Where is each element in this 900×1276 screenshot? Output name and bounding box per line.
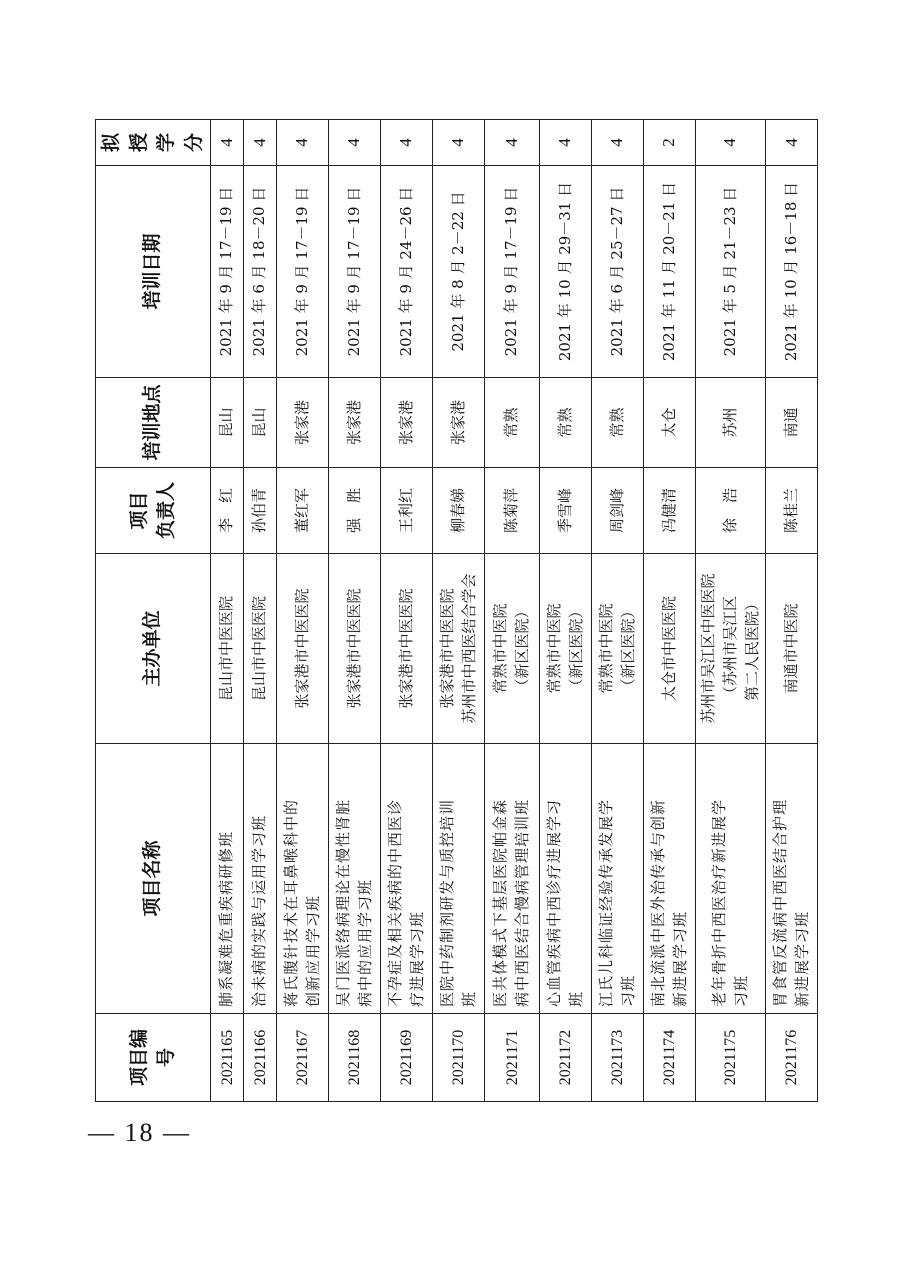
project-name [696, 744, 766, 1014]
project-name [644, 744, 696, 1014]
table-row [696, 120, 766, 1102]
host-unit-line: 昆山市中医医院 [250, 596, 269, 702]
project-code: 2021175 [696, 1014, 766, 1102]
project-code: 2021170 [433, 1014, 485, 1102]
host-unit-line: （新区医院） [566, 603, 585, 694]
header-name: 项目名称 [96, 744, 211, 1014]
project-name-line: 习班 [618, 974, 637, 1007]
project-leader: 周剑峰 [592, 468, 644, 554]
project-name-line: 创新应用学习班 [303, 894, 322, 1007]
training-place: 昆山 [244, 378, 277, 468]
project-name-line: 班 [459, 990, 478, 1007]
host-unit-line: 张家港市中医医院 [292, 588, 311, 709]
training-date: 2021 年 9 月 17－19 日 [485, 166, 540, 378]
training-place: 常熟 [485, 378, 540, 468]
host-unit-line: 张家港市中医医院 [437, 588, 456, 709]
header-place: 培训地点 [96, 378, 211, 468]
table-row [329, 120, 381, 1102]
project-leader: 李 红 [211, 468, 244, 554]
host-unit-line: （苏州市吴江区 [720, 596, 739, 702]
credit-value: 4 [381, 120, 433, 166]
host-unit-line: （新区医院） [513, 603, 532, 694]
credit-value: 4 [433, 120, 485, 166]
header-credit-line-2: 学分 [155, 133, 205, 153]
table-body [211, 120, 818, 1102]
host-unit-line: 常熟市中医院 [491, 603, 510, 694]
table-row [592, 120, 644, 1102]
host-unit [592, 554, 644, 744]
training-date: 2021 年 9 月 17－19 日 [277, 166, 329, 378]
training-place: 张家港 [433, 378, 485, 468]
project-name-line: 蒋氏腹针技术在耳鼻喉科中的 [281, 798, 300, 1007]
project-code: 2021165 [211, 1014, 244, 1102]
host-unit [433, 554, 485, 744]
training-project-table [95, 119, 818, 1102]
training-place: 太仓 [644, 378, 696, 468]
host-unit [277, 554, 329, 744]
host-unit [381, 554, 433, 744]
header-leader-line-2: 负责人 [155, 482, 178, 540]
host-unit-line: 张家港市中医医院 [396, 588, 415, 709]
credit-value: 4 [540, 120, 592, 166]
project-code: 2021167 [277, 1014, 329, 1102]
training-place: 常熟 [540, 378, 592, 468]
host-unit [766, 554, 818, 744]
host-unit-line: 张家港市中医医院 [344, 588, 363, 709]
table-row [485, 120, 540, 1102]
project-name-line: 医共体模式下基层医院帕金森 [491, 798, 510, 1007]
header-leader [96, 468, 211, 554]
project-code: 2021169 [381, 1014, 433, 1102]
project-name-line: 南北流派中医外治传承与创新 [648, 798, 667, 1007]
project-name-line: 疗进展学习班 [407, 910, 426, 1007]
host-unit [540, 554, 592, 744]
project-name [766, 744, 818, 1014]
training-date: 2021 年 9 月 17－19 日 [211, 166, 244, 378]
project-name [592, 744, 644, 1014]
project-leader: 王利红 [381, 468, 433, 554]
host-unit [696, 554, 766, 744]
table-row [277, 120, 329, 1102]
host-unit-line: （新区医院） [618, 603, 637, 694]
host-unit [644, 554, 696, 744]
training-date: 2021 年 5 月 21－23 日 [696, 166, 766, 378]
project-name-line: 新进展学习班 [792, 910, 811, 1007]
training-place: 张家港 [277, 378, 329, 468]
training-place: 苏州 [696, 378, 766, 468]
project-code: 2021168 [329, 1014, 381, 1102]
table-row [540, 120, 592, 1102]
training-place: 昆山 [211, 378, 244, 468]
project-name [277, 744, 329, 1014]
project-leader: 冯健清 [644, 468, 696, 554]
credit-value: 4 [592, 120, 644, 166]
project-name [211, 744, 244, 1014]
project-leader: 徐 浩 [696, 468, 766, 554]
host-unit-line: 常熟市中医院 [596, 603, 615, 694]
project-name-line: 肺系凝难危重疾病研修班 [217, 830, 236, 1007]
table-row [211, 120, 244, 1102]
credit-value: 4 [766, 120, 818, 166]
project-name-line: 心血管疾病中西诊疗进展学习 [544, 798, 563, 1007]
project-name [540, 744, 592, 1014]
project-code: 2021166 [244, 1014, 277, 1102]
training-place: 南通 [766, 378, 818, 468]
project-name-line: 病中的应用学习班 [355, 878, 374, 1007]
project-name-line: 病中西医结合慢病管理培训班 [513, 798, 532, 1007]
host-unit-line: 苏州市吴江区中医医院 [699, 573, 718, 724]
project-name [329, 744, 381, 1014]
table-row [644, 120, 696, 1102]
credit-value: 4 [244, 120, 277, 166]
table-row [381, 120, 433, 1102]
host-unit-line: 太仓市中医医院 [659, 596, 678, 702]
header-code: 项目编号 [96, 1014, 211, 1102]
training-date: 2021 年 9 月 24－26 日 [381, 166, 433, 378]
project-name-line: 治未病的实践与运用学习班 [250, 814, 269, 1007]
project-name [485, 744, 540, 1014]
training-date: 2021 年 10 月 29－31 日 [540, 166, 592, 378]
project-leader: 柳春娣 [433, 468, 485, 554]
project-name-line: 班 [566, 990, 585, 1007]
project-code: 2021172 [540, 1014, 592, 1102]
host-unit-line: 第二人民医院） [742, 596, 761, 702]
project-name-line: 习班 [731, 974, 750, 1007]
training-date: 2021 年 11 月 20－21 日 [644, 166, 696, 378]
host-unit-line: 苏州市中西医结合学会 [459, 573, 478, 724]
host-unit [244, 554, 277, 744]
credit-value: 4 [485, 120, 540, 166]
project-code: 2021174 [644, 1014, 696, 1102]
project-code: 2021171 [485, 1014, 540, 1102]
host-unit [485, 554, 540, 744]
training-date: 2021 年 6 月 18－20 日 [244, 166, 277, 378]
host-unit [211, 554, 244, 744]
project-leader: 董红军 [277, 468, 329, 554]
header-leader-line-1: 项目 [127, 491, 150, 530]
training-date: 2021 年 10 月 16－18 日 [766, 166, 818, 378]
project-name-line: 医院中药制剂研发与质控培训 [437, 798, 456, 1007]
project-name-line: 新进展学习班 [670, 910, 689, 1007]
table-row [766, 120, 818, 1102]
rotated-table-wrapper [95, 120, 811, 1102]
project-name [433, 744, 485, 1014]
project-name [244, 744, 277, 1014]
credit-value: 4 [277, 120, 329, 166]
credit-value: 4 [696, 120, 766, 166]
rotated-table-frame [95, 120, 811, 1102]
training-place: 张家港 [329, 378, 381, 468]
table-row [244, 120, 277, 1102]
credit-value: 2 [644, 120, 696, 166]
project-name-line: 胃食管反流病中西医结合护理 [771, 798, 790, 1007]
header-date: 培训日期 [96, 166, 211, 378]
project-name-line: 不孕症及相关疾病的中西医诊 [385, 798, 404, 1007]
host-unit-line: 昆山市中医医院 [217, 596, 236, 702]
training-date: 2021 年 8 月 2－22 日 [433, 166, 485, 378]
project-leader: 强 胜 [329, 468, 381, 554]
project-leader: 季雪峰 [540, 468, 592, 554]
training-place: 常熟 [592, 378, 644, 468]
header-host: 主办单位 [96, 554, 211, 744]
training-place: 张家港 [381, 378, 433, 468]
project-name [381, 744, 433, 1014]
table-header-row [96, 120, 211, 1102]
host-unit-line: 南通市中医院 [782, 603, 801, 694]
project-code: 2021176 [766, 1014, 818, 1102]
table-row [433, 120, 485, 1102]
project-name-line: 吴门医派络病理论在慢性肾脏 [333, 798, 352, 1007]
page-number: — 18 — [88, 1118, 191, 1147]
project-leader: 陈菊萍 [485, 468, 540, 554]
project-name-line: 江氏儿科临证经验传承发展学 [596, 798, 615, 1007]
credit-value: 4 [211, 120, 244, 166]
training-date: 2021 年 9 月 17－19 日 [329, 166, 381, 378]
header-credit [96, 120, 211, 166]
project-leader: 陈桂兰 [766, 468, 818, 554]
project-name-line: 老年骨折中西医治疗新进展学 [710, 798, 729, 1007]
header-credit-line-1: 拟授 [100, 133, 150, 153]
project-code: 2021173 [592, 1014, 644, 1102]
training-date: 2021 年 6 月 25－27 日 [592, 166, 644, 378]
credit-value: 4 [329, 120, 381, 166]
host-unit-line: 常熟市中医院 [544, 603, 563, 694]
project-leader: 孙伯青 [244, 468, 277, 554]
host-unit [329, 554, 381, 744]
